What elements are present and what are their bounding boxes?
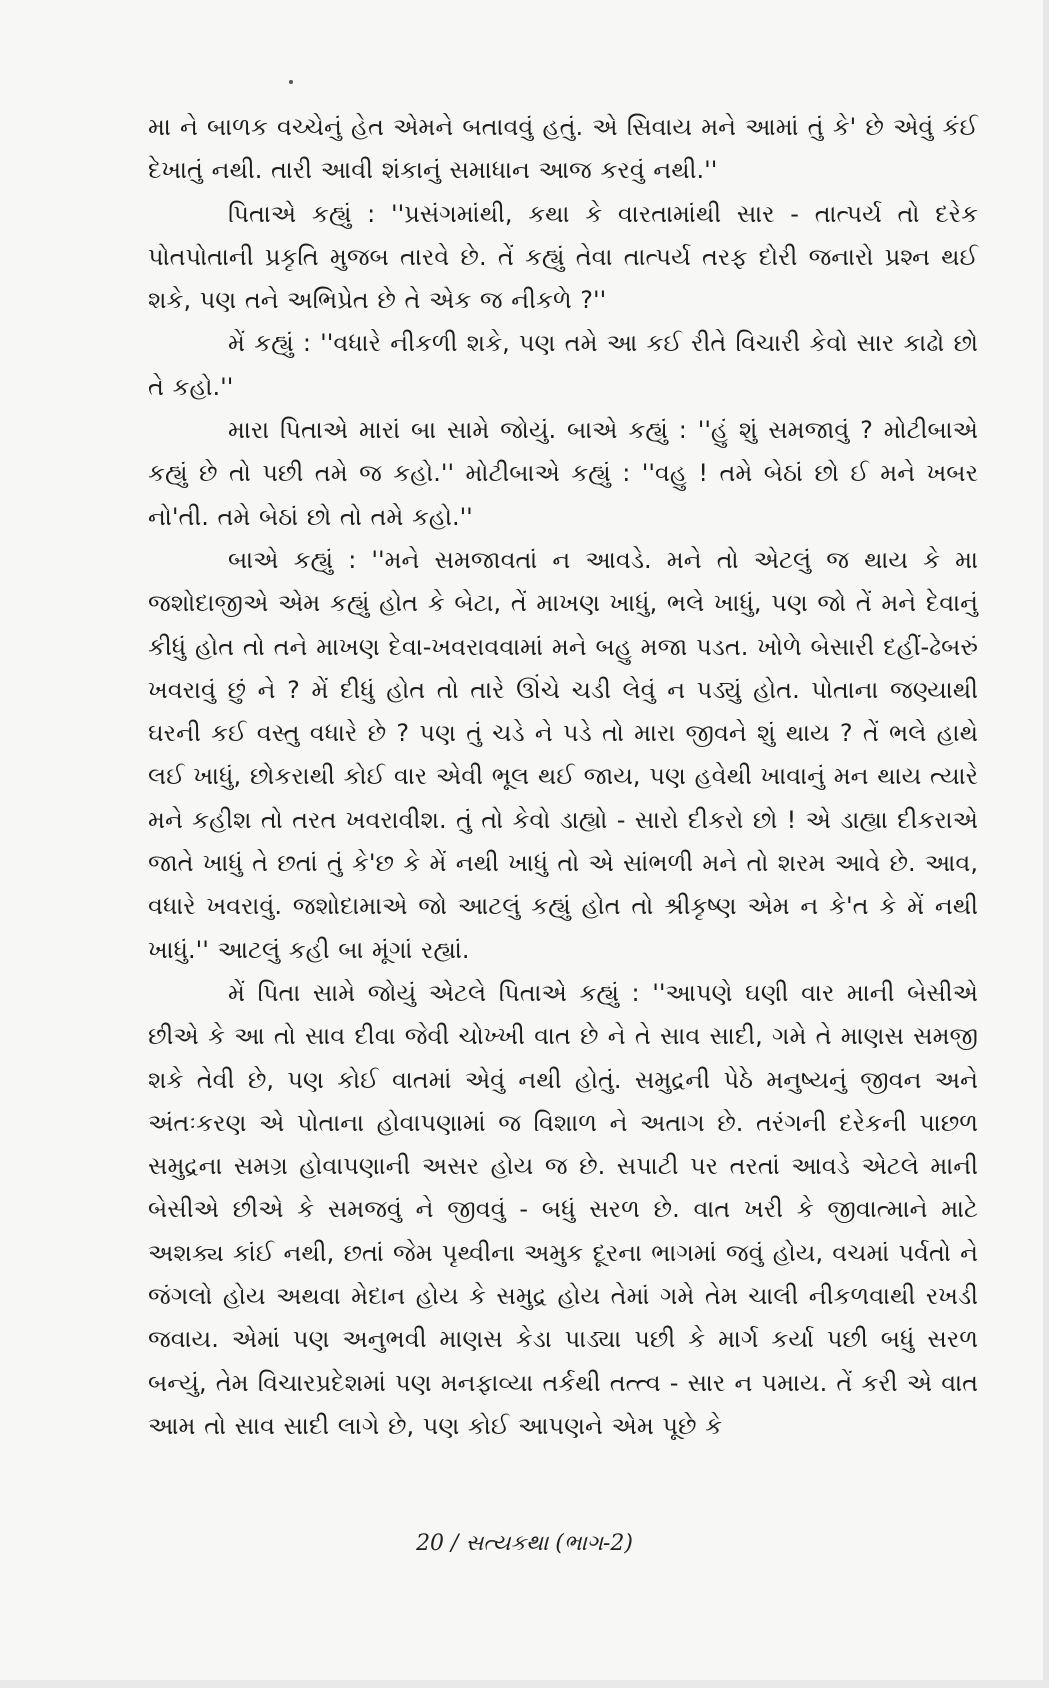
paragraph: પિતાએ કહ્યું : ''પ્રસંગમાંથી, કથા કે વારતામાંથી સાર - તાત્પર્ય તો દરેક પોતપોતાની પ્રકૃતિ મુજબ તારવે છે. તેં કહ્યું તેવા તાત્પર્ય તરફ દોરી જનારો પ્રશ્ન થઈ શકે, પણ તને અભિપ્રેત છે તે એક જ નીકળે ?'' bbox=[148, 199, 979, 315]
page-edge-shadow bbox=[1043, 0, 1049, 1688]
print-speck bbox=[289, 80, 293, 84]
page-footer: 20 / સત્યકથા (ભાગ-2) bbox=[416, 1531, 633, 1556]
body-text bbox=[148, 106, 978, 1448]
page-edge-shadow bbox=[0, 1680, 1049, 1688]
paragraph: મેં કહ્યું : ''વધારે નીકળી શકે, પણ તમે આ કઈ રીતે વિચારી કેવો સાર કાઢો છો તે કહો.'' bbox=[148, 329, 978, 401]
paragraph: મા ને બાળક વચ્ચેનું હેત એમને બતાવવું હતું. એ સિવાય મને આમાં તું કે' છે એવું કંઈ દેખાતું નથી. તારી આવી શંકાનું સમાધાન આજ કરવું નથી.'' bbox=[148, 113, 978, 185]
paragraph: બાએ કહ્યું : ''મને સમજાવતાં ન આવડે. મને તો એટલું જ થાય કે મા જશોદાજીએ એમ કહ્યું હોત કે બેટા, તેં માખણ ખાધું, ભલે ખાધું, પણ જો તેં મને દેવાનું કીધું હોત તો તને માખણ દેવા-ખવરાવવામાં મને બહુ મજા પડત. ખોળે બેસારી દહીં-ઢેબરું ખવરાવું છું ને ? મેં દીધું હોત તો તારે ઊંચે ચડી લેવું ન પડ્યું હોત. પોતાના જણ્યાથી ઘરની કઈ વસ્તુ વધારે છે ? પણ તું ચડે ને પડે તો મારા જીવને શું થાય ? તેં ભલે હાથે લઈ ખાધું, છોકરાથી કોઈ વાર એવી ભૂલ થઈ જાય, પણ હવેથી ખાવાનું મન થાય ત્યારે મને કહીશ તો તરત ખવરાવીશ. તું તો કેવો ડાહ્યો - સારો દીકરો છો ! એ ડાહ્યા દીકરાએ જાતે ખાધું તે છતાં તું કે'છ કે મેં નથી ખાધું તો એ સાંભળી મને તો શરમ આવે છે. આવ, વધારે ખવરાવું. જશોદામાએ જો આટલું કહ્યું હોત તો શ્રીકૃષ્ણ એમ ન કે'ત કે મેં નથી ખાધું.'' આટલું કહી બા મૂંગાં રહ્યાં. bbox=[148, 545, 978, 964]
paragraph: મારા પિતાએ મારાં બા સામે જોયું. બાએ કહ્યું : ''હું શું સમજાવું ? મોટીબાએ કહ્યું છે તો પછી તમે જ કહો.'' મોટીબાએ કહ્યું : ''વહુ ! તમે બેઠાં છો ઈ મને ખબર નો'તી. તમે બેઠાં છો તો તમે કહો.'' bbox=[148, 416, 978, 531]
paragraph: મેં પિતા સામે જોયું એટલે પિતાએ કહ્યું : ''આપણે ઘણી વાર માની બેસીએ છીએ કે આ તો સાવ દીવા જેવી ચોખ્ખી વાત છે ને તે સાવ સાદી, ગમે તે માણસ સમજી શકે તેવી છે, પણ કોઈ વાતમાં એવું નથી હોતું. સમુદ્રની પેઠે મનુષ્યનું જીવન અને અંતઃકરણ એ પોતાના હોવાપણામાં જ વિશાળ ને અતાગ છે. તરંગની દરેકની પાછળ સમુદ્રના સમગ્ર હોવાપણાની અસર હોય જ છે. સપાટી પર તરતાં આવડે એટલે માની બેસીએ છીએ કે સમજવું ને જીવવું - બધું સરળ છે. વાત ખરી કે જીવાત્માને માટે અશક્ય કાંઈ નથી, છતાં જેમ પૃથ્વીના અમુક દૂરના ભાગમાં જવું હોય, વચમાં પર્વતો ને જંગલો હોય અથવા મેદાન હોય કે સમુદ્ર હોય તેમાં ગમે તેમ ચાલી નીકળવાથી રખડી જવાય. એમાં પણ અનુભવી માણસ કેડા પાડ્યા પછી કે માર્ગ કર્યા પછી બધું સરળ બન્યું, તેમ વિચારપ્રદેશમાં પણ મનફાવ્યા તર્કથી તત્ત્વ - સાર ન પમાય. તેં કરી એ વાત આમ તો સાવ સાદી લાગે છે, પણ કોઈ આપણને એમ પૂછે કે bbox=[148, 978, 978, 1440]
